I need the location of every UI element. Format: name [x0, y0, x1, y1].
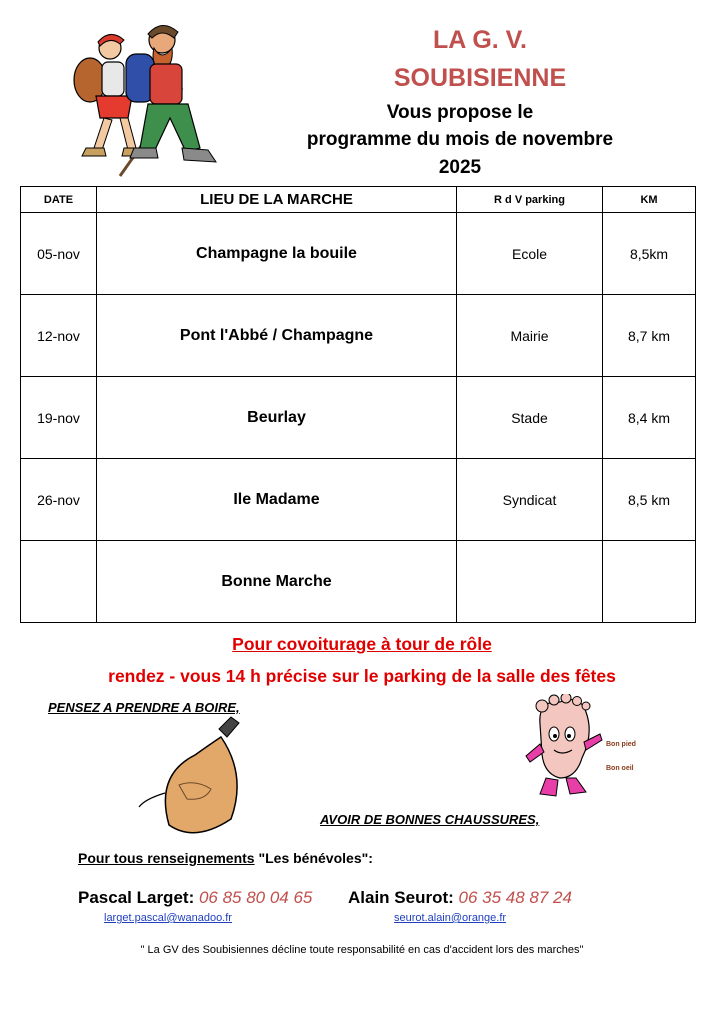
- table-row: [21, 377, 696, 459]
- reminder-shoes: AVOIR DE BONNES CHAUSSURES,: [320, 812, 540, 827]
- contact-name: Alain Seurot: [348, 888, 449, 907]
- cell-lieu: Ile Madame: [97, 459, 457, 541]
- cell-lieu: Beurlay: [97, 377, 457, 459]
- subtitle-line1: Vous propose le: [386, 102, 534, 123]
- contact-pascal: Pascal Larget: 06 85 80 04 65: [78, 888, 313, 907]
- info-volunteers: "Les bénévoles":: [254, 850, 373, 866]
- header-date: DATE: [21, 187, 97, 213]
- rendezvous-info: rendez - vous 14 h précise sur le parking de la salle des fêtes: [108, 666, 616, 686]
- cell-date: 12-nov: [21, 295, 97, 377]
- foot-mascot-illustration: [520, 694, 650, 806]
- cell-rdv: Ecole: [457, 213, 603, 295]
- cell-km: 8,5km: [603, 213, 696, 295]
- cell-km: 8,5 km: [603, 459, 696, 541]
- gourd-illustration: [135, 715, 245, 840]
- header-lieu: LIEU DE LA MARCHE: [97, 187, 457, 213]
- table-row: [21, 541, 696, 623]
- cell-km: 8,7 km: [603, 295, 696, 377]
- cell-km: [603, 541, 696, 623]
- foot-text-bon-pied: Bon pied: [606, 741, 636, 748]
- cell-date: 19-nov: [21, 377, 97, 459]
- contact-name: Pascal Larget: [78, 888, 189, 907]
- program-table: [20, 186, 696, 623]
- cell-date: [21, 541, 97, 623]
- cell-date: 26-nov: [21, 459, 97, 541]
- contact-phone: 06 85 80 04 65: [198, 888, 313, 907]
- club-title-line2: SOUBISIENNE: [393, 64, 567, 92]
- cell-date: 05-nov: [21, 213, 97, 295]
- email-link-pascal[interactable]: larget.pascal@wanadoo.fr: [104, 912, 232, 924]
- subtitle-year: 2025: [438, 157, 482, 178]
- cell-rdv: Syndicat: [457, 459, 603, 541]
- contact-alain: Alain Seurot: 06 35 48 87 24: [348, 888, 572, 907]
- foot-text-bon-oeil: Bon oeil: [606, 765, 634, 772]
- table-row: [21, 459, 696, 541]
- info-label: Pour tous renseignements: [78, 850, 255, 866]
- cell-km: 8,4 km: [603, 377, 696, 459]
- disclaimer: " La GV des Soubisiennes décline toute responsabilité en cas d'accident lors des marches": [140, 944, 584, 956]
- header-km: KM: [603, 187, 696, 213]
- contact-phone: 06 35 48 87 24: [458, 888, 572, 907]
- club-title-line1: LA G. V.: [432, 26, 527, 54]
- email-link-alain[interactable]: seurot.alain@orange.fr: [394, 912, 507, 924]
- header-rdv-parking: R d V parking: [457, 187, 603, 213]
- cell-rdv: [457, 541, 603, 623]
- covoiturage-heading: Pour covoiturage à tour de rôle: [232, 634, 492, 654]
- cell-lieu: Pont l'Abbé / Champagne: [97, 295, 457, 377]
- table-row: [21, 213, 696, 295]
- info-line: [78, 850, 373, 866]
- hikers-illustration: [50, 18, 225, 180]
- subtitle-line2: programme du mois de novembre: [306, 129, 614, 150]
- reminder-drink: [48, 700, 240, 715]
- table-header-row: [21, 187, 696, 213]
- reminder-drink-part1: PENSEZ A PRENDRE: [48, 700, 180, 715]
- reminder-drink-part2: A BOIRE,: [179, 700, 240, 715]
- cell-rdv: Stade: [457, 377, 603, 459]
- table-row: [21, 295, 696, 377]
- cell-rdv: Mairie: [457, 295, 603, 377]
- cell-lieu: Bonne Marche: [97, 541, 457, 623]
- cell-lieu: Champagne la bouile: [97, 213, 457, 295]
